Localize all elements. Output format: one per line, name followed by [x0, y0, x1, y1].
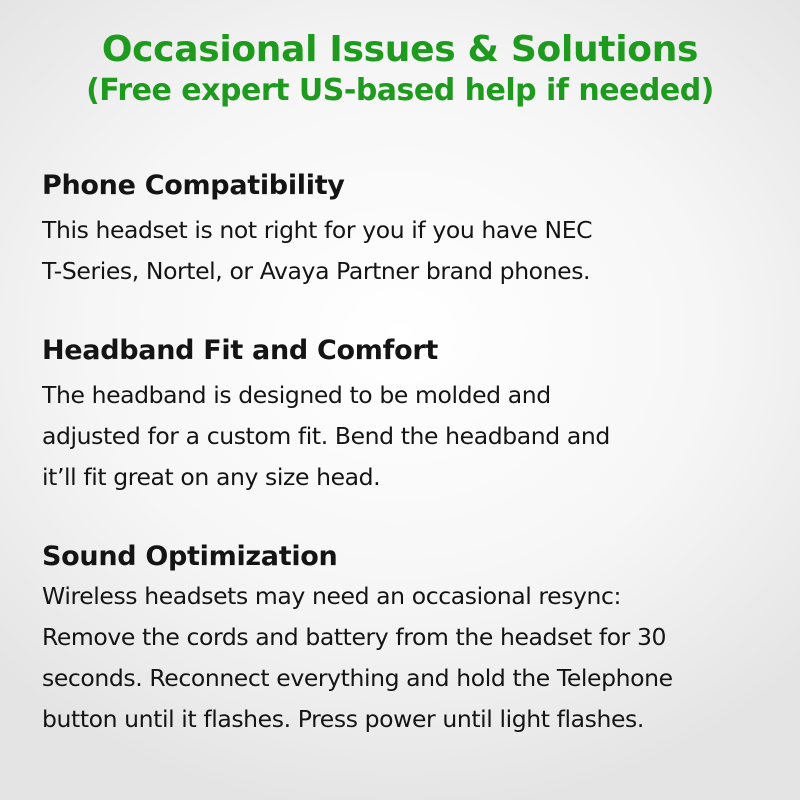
section-phone-compatibility — [42, 169, 762, 292]
section-sound-optimization — [42, 540, 762, 740]
section-heading: Headband Fit and Comfort — [42, 335, 438, 366]
section-body — [42, 576, 762, 740]
body-line: seconds. Reconnect everything and hold the Telephone — [42, 664, 673, 692]
page-subtitle: (Free expert US-based help if needed) — [86, 73, 714, 108]
page-title: Occasional Issues & Solutions — [101, 29, 699, 70]
section-headband-fit — [42, 334, 762, 498]
section-heading: Sound Optimization — [42, 541, 338, 572]
section-body — [42, 210, 762, 292]
body-line: The headband is designed to be molded and — [42, 381, 551, 409]
body-line: adjusted for a custom fit. Bend the headband and — [42, 422, 610, 450]
body-line: Remove the cords and battery from the headset for 30 — [42, 623, 667, 651]
body-line: Wireless headsets may need an occasional resync: — [42, 582, 622, 610]
body-line: This headset is not right for you if you have NEC — [42, 216, 593, 244]
section-heading: Phone Compatibility — [42, 170, 345, 201]
body-line: button until it flashes. Press power until light flashes. — [42, 705, 644, 733]
header — [0, 28, 800, 110]
body-line: it’ll fit great on any size head. — [42, 463, 381, 491]
section-body — [42, 375, 762, 498]
body-line: T-Series, Nortel, or Avaya Partner brand phones. — [42, 257, 591, 285]
